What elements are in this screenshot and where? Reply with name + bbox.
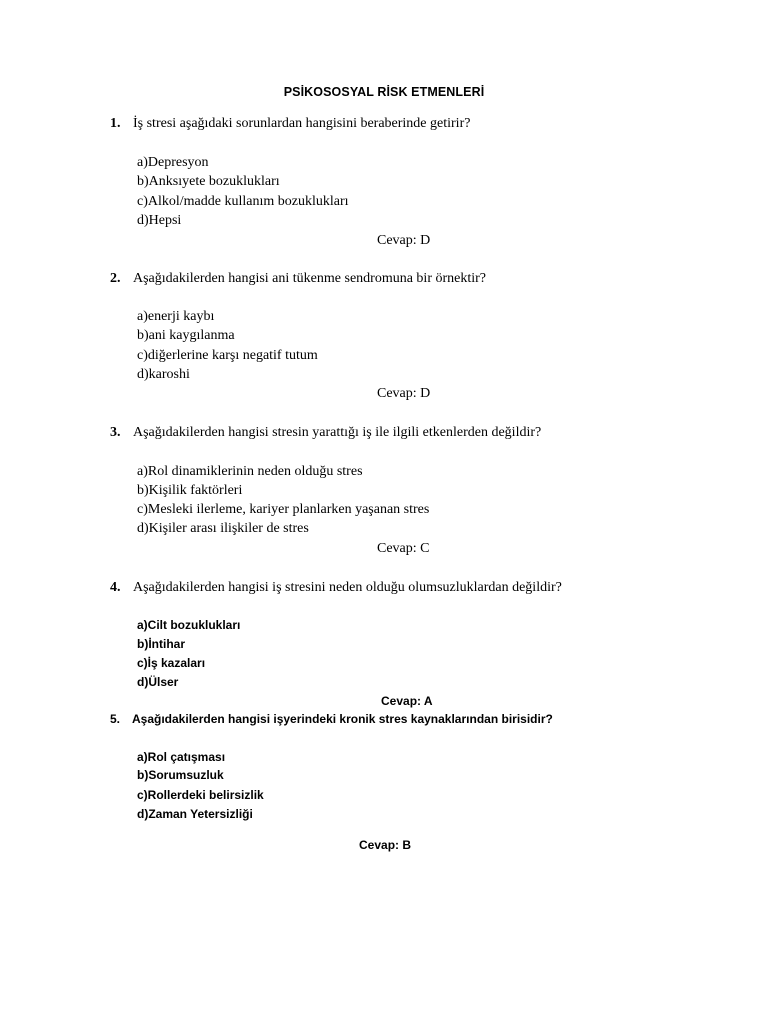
option-b: b)Sorumsuzluk	[137, 768, 224, 782]
option-a: a)Cilt bozuklukları	[137, 618, 241, 632]
option-b: b)ani kaygılanma	[137, 328, 235, 343]
question-number: 4.	[110, 580, 121, 595]
option-d: d)Zaman Yetersizliği	[137, 807, 253, 821]
option-d: d)Ülser	[137, 675, 179, 689]
option-c: c)İş kazaları	[137, 656, 206, 670]
question-number: 3.	[110, 425, 121, 440]
option-a: a)enerji kaybı	[137, 309, 215, 324]
question-text: Aşağıdakilerden hangisi stresin yarattığı iş ile ilgili etkenlerden değildir?	[133, 425, 542, 440]
option-d: d)Kişiler arası ilişkiler de stres	[137, 521, 309, 536]
option-c: c)diğerlerine karşı negatif tutum	[137, 348, 318, 363]
answer: Cevap: A	[381, 694, 433, 708]
answer: Cevap: B	[359, 838, 412, 852]
question-number: 5.	[110, 712, 121, 726]
option-a: a)Rol dinamiklerinin neden olduğu stres	[137, 464, 363, 479]
answer: Cevap: D	[377, 386, 431, 401]
answer: Cevap: D	[377, 233, 431, 248]
option-c: c)Rollerdeki belirsizlik	[137, 788, 264, 802]
question-text: Aşağıdakilerden hangisi ani tükenme sendromuna bir örnektir?	[133, 271, 487, 286]
question-text: Aşağıdakilerden hangisi iş stresini neden olduğu olumsuzluklardan değildir?	[133, 580, 562, 595]
option-b: b)Kişilik faktörleri	[137, 483, 243, 498]
option-a: a)Depresyon	[137, 155, 209, 170]
document-title: PSİKOSOSYAL RİSK ETMENLERİ	[283, 85, 485, 99]
question-number: 2.	[110, 271, 121, 286]
option-d: d)Hepsi	[137, 213, 182, 228]
option-b: b)Anksıyete bozuklukları	[137, 174, 280, 189]
option-c: c)Alkol/madde kullanım bozuklukları	[137, 194, 349, 209]
option-c: c)Mesleki ilerleme, kariyer planlarken yaşanan stres	[137, 502, 430, 517]
option-a: a)Rol çatışması	[137, 750, 226, 764]
question-text: Aşağıdakilerden hangisi işyerindeki kronik stres kaynaklarından birisidir?	[132, 712, 553, 726]
question-number: 1.	[110, 116, 121, 131]
option-d: d)karoshi	[137, 367, 190, 382]
question-text: İş stresi aşağıdaki sorunlardan hangisini beraberinde getirir?	[133, 116, 471, 131]
answer: Cevap: C	[377, 541, 430, 556]
option-b: b)İntihar	[137, 637, 185, 651]
